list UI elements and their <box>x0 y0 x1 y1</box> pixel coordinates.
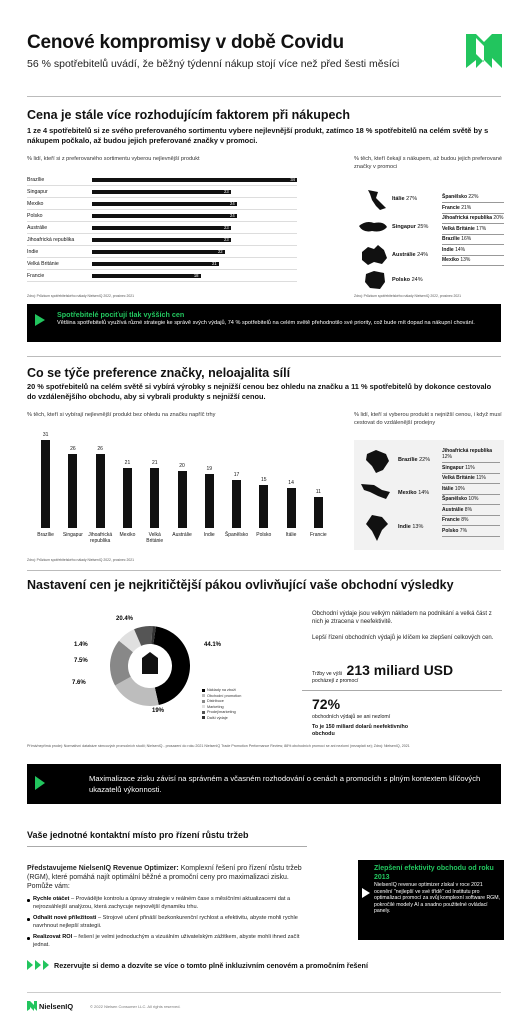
intro-bold: Představujeme NielsenIQ Revenue Optimizer: <box>27 865 179 872</box>
poland-map-icon <box>364 270 386 290</box>
hbar-value: 22 <box>217 249 223 254</box>
vbar-value: 19 <box>206 466 213 473</box>
s2-list-value: 10% <box>468 496 479 502</box>
hbar-gridline <box>27 281 297 282</box>
section1-banner <box>27 304 501 342</box>
donut-label: 20.4% <box>116 616 134 622</box>
hbar-bar <box>92 190 231 194</box>
hbar-value: 18 <box>193 273 199 278</box>
s1-list-item <box>442 224 504 234</box>
divider <box>27 356 501 357</box>
s1-list-item <box>442 234 504 244</box>
s2-list-item <box>442 484 500 494</box>
vbar-label: Brazílie <box>37 532 54 538</box>
hbar-label: Francie <box>27 273 45 279</box>
s2-map-label-1: Mexiko 14% <box>398 490 430 496</box>
vbar-bar <box>287 488 296 528</box>
donut-label: 7.6% <box>72 680 86 686</box>
vbar-bar <box>314 497 323 528</box>
hbar-gridline <box>27 269 297 270</box>
divider <box>27 570 501 571</box>
donut-label: 1.4% <box>74 642 88 648</box>
bullet-text: – řešení je velmi jednoduchým a vizuálním uživatelským zážitkem, abyste mohli ihned začít jednat. <box>33 934 300 948</box>
s2-list-value: 12% <box>442 454 453 460</box>
section3-p1: Obchodní výdaje jsou velkým nákladem na podnikání a velká část z nich je ztracena v neefektivitě. <box>312 611 492 625</box>
legend-label: Marketing <box>207 704 224 709</box>
hbar-label: Brazílie <box>27 177 45 183</box>
vbar-value: 15 <box>261 477 267 484</box>
box-title: Zlepšení efektivity obchodu od roku 2013 <box>374 865 494 881</box>
hbar-gridline <box>27 185 297 186</box>
stat1-prefix: Tržby ve výši <box>312 671 343 677</box>
hbar-value: 24 <box>230 213 235 218</box>
vbar-bar <box>178 471 187 528</box>
s2-list-country: Itálie <box>442 485 455 492</box>
s2-list-country: Velká Británie <box>442 475 477 481</box>
vbar-bar <box>205 474 214 528</box>
nielseniq-small-logo-icon <box>27 1001 37 1011</box>
hbar-bar <box>92 202 237 206</box>
vbar-label: Singapur <box>62 532 83 538</box>
vbar-bar <box>123 468 132 528</box>
legend-swatch <box>202 694 205 697</box>
s2-map-label-0: Brazílie 22% <box>398 457 431 463</box>
bullet-item <box>27 934 307 949</box>
legend-label: Obchodní promotion <box>207 693 242 698</box>
s1-list-value: 17% <box>476 225 487 232</box>
donut-label: 7.5% <box>74 658 88 664</box>
section3-p2: Lepší řízení obchodních výdajů je klíčem ke zlepšení celkových cen. <box>312 635 494 641</box>
hbar-value: 23 <box>224 237 229 242</box>
section2-right-note: % lidí, kteří si vyberou produkt s nejnižší cenou, i když musí cestovat do vzdálenější prodejny <box>354 412 502 426</box>
legend-label: Náklady na zboží <box>207 688 237 692</box>
s2-list-item <box>442 526 500 536</box>
hbar-value: 23 <box>224 189 229 194</box>
stat2-text: obchodních výdajů se ani nezlomí <box>312 714 391 720</box>
hbar-label: Singapur <box>27 189 48 195</box>
section4-heading: Vaše jednotné kontaktní místo pro řízení růstu tržeb <box>27 830 249 840</box>
stat3-text: To je 150 miliard dolarů neefektivního obchodu <box>312 724 409 737</box>
s1-list-item <box>442 245 504 255</box>
s1-list-value: 14% <box>455 246 466 253</box>
vbar-bar <box>259 485 268 528</box>
s1-list-item <box>442 203 504 213</box>
hbar-value: 23 <box>224 225 229 230</box>
bullet-dot-icon <box>27 918 30 921</box>
banner-title: Spotřebitelé pociťují tlak vyšších cen <box>57 310 185 319</box>
hbar-bar <box>92 274 201 278</box>
hbar-chart <box>27 178 307 288</box>
map-label-2: Austrálie 24% <box>392 252 429 258</box>
hbar-value: 24 <box>230 201 235 206</box>
australia-map-icon <box>360 244 388 266</box>
hbar-value: 34 <box>290 177 295 182</box>
map-label-0: Itálie 27% <box>392 196 418 202</box>
efficiency-box <box>358 860 504 940</box>
s2-list-item <box>442 515 500 525</box>
nielseniq-logo-icon <box>466 34 502 68</box>
hbar-gridline <box>27 197 297 198</box>
s2-list-value: 7% <box>459 527 468 534</box>
s1-list-country: Mexiko <box>442 257 461 263</box>
vbar-value: 11 <box>315 488 321 495</box>
vbar-label: Mexiko <box>119 532 136 538</box>
bullet-title: Realizovat ROI <box>33 934 74 941</box>
s2-list-country: Jihoafrická republika <box>442 448 493 454</box>
vbar-chart <box>32 432 332 552</box>
bullet-title: Odhalit nové příležitosti <box>33 915 98 922</box>
vbar-value: 26 <box>97 446 103 453</box>
hbar-bar <box>92 178 297 182</box>
divider <box>302 690 502 691</box>
s1-list-country: Brazílie <box>442 236 462 242</box>
vbar-label: Polsko <box>256 532 272 538</box>
vbar-bar <box>96 454 105 528</box>
vbar-bar <box>232 480 241 528</box>
s1-list-item <box>442 192 504 202</box>
hbar-label: Indie <box>27 249 39 255</box>
divider <box>27 96 501 97</box>
legend-swatch <box>202 716 205 719</box>
section2-left-note: % těch, kteří si vybírají nejlevnější produkt bez ohledu na značku napříč trhy <box>27 412 216 418</box>
hbar-bar <box>92 250 225 254</box>
s2-list-separator <box>442 536 500 537</box>
vbar-bar <box>68 454 77 528</box>
vbar-label: Velká Británie <box>146 532 164 544</box>
legend-item <box>202 716 241 722</box>
bullet-item <box>27 896 307 911</box>
s2-list-country: Polsko <box>442 527 460 534</box>
donut-label: 44.1% <box>204 642 222 648</box>
singapore-map-icon <box>358 220 388 234</box>
hbar-label: Jihoafrická republika <box>27 237 75 243</box>
vbar-value: 14 <box>288 480 294 487</box>
vbar-bar <box>41 440 50 528</box>
s1-list-separator <box>442 265 504 266</box>
section3-banner <box>27 764 501 804</box>
hbar-gridline <box>27 221 297 222</box>
s2-list-item <box>442 505 500 515</box>
stat1-value: 213 miliard USD <box>346 662 454 678</box>
donut-slice <box>153 626 190 705</box>
footer-copyright: © 2022 Nielsen Consumer LLC. All rights reserved. <box>90 1004 181 1009</box>
vbar-value: 31 <box>42 432 49 438</box>
section1-left-note: % lidí, kteří si z preferovaného sortimentu vyberou nejlevnější produkt <box>27 156 200 162</box>
s1-list-country: Velká Británie <box>442 225 477 232</box>
map-label-1: Singapur 25% <box>392 224 429 230</box>
bullet-item <box>27 915 307 930</box>
vbar-label: Francie <box>310 532 327 538</box>
stat2-value: 72% <box>312 696 341 712</box>
section1-lead: 1 ze 4 spotřebitelů si ze svého preferovaného sortimentu vybere nejlevnější produkt, zatímco 18 % spotřebitelů na celém světě by s nákupem počkalo, až budou jejich preferované značky v promoci. <box>27 126 489 145</box>
italy-map-icon <box>364 188 388 212</box>
section1-right-note: % těch, kteří čekají s nákupem, až budou jejich preferované značky v promoci <box>354 156 503 170</box>
s2-list-item <box>442 463 500 473</box>
s1-list-country: Indie <box>442 246 456 253</box>
hbar-bar <box>92 262 219 266</box>
section3-footnote: Přímá/nepřímá prodej: Normativní databáze rámcových promočních studií; NielsenIQ - prosazení do roku 2021 NielsenIQ Trade Promotion Performance Review; 88% obchodních promocí se ani nezlomí (nezaplatí se); Zdroj: NielsenIQ, 2021 <box>27 744 410 748</box>
s1-list-value: 13% <box>460 257 471 263</box>
bullet-dot-icon <box>27 937 30 940</box>
s2-list-item <box>442 446 500 462</box>
hbar-gridline <box>27 209 297 210</box>
donut-label: 19% <box>152 708 165 714</box>
s2-list-value: 11% <box>465 464 475 471</box>
hbar-label: Velká Británie <box>27 261 59 267</box>
india-map-icon <box>364 514 390 542</box>
legend-label: Prodej/marketing <box>207 710 236 714</box>
divider <box>27 846 307 847</box>
vbar-value: 21 <box>124 460 131 467</box>
hbar-bar <box>92 226 231 230</box>
s2-list-value: 11% <box>476 475 486 481</box>
s2-map-label-2: Indie 13% <box>398 524 424 530</box>
center-house-icon <box>142 652 158 674</box>
s2-list-value: 10% <box>454 485 465 492</box>
legend-swatch <box>202 711 205 714</box>
banner-text: Většina spotřebitelů využívá různé strategie ke správě svých výdajů, 74 % spotřebitelů na celém světě přehodnotilo své priority, což bude mít dopad na nákupní chování. <box>57 320 475 326</box>
hbar-gridline <box>27 245 297 246</box>
vbar-value: 20 <box>179 463 185 470</box>
vbar-value: 21 <box>151 460 158 467</box>
vbar-label: Jihoafrická republika <box>88 532 113 544</box>
legend-label: Další výdaje <box>207 715 228 720</box>
footer-brand: NielsenIQ <box>39 1002 74 1011</box>
section4-bullets <box>27 896 307 954</box>
section1-heading: Cena je stále více rozhodujícím faktorem při nákupech <box>27 108 351 122</box>
divider <box>27 992 501 993</box>
legend-swatch <box>202 705 205 708</box>
cta-link[interactable]: Rezervujte si demo a dozvíte se více o tomto plně inkluzivním cenovém a promočním řešení <box>54 961 368 970</box>
arrow-icon <box>35 776 45 790</box>
bullet-text: – Provádějte kontrolu a úpravy strategie v reálném čase s měsíčními aktualizacemi dat a nejrozsáhlejší analýzou, která zachycuje nejnovější dynamiku trhu. <box>33 896 291 910</box>
section1-source-right: Zdroj: Průzkum spotřebitelského nálady NielsenIQ 2022, prosinec 2021 <box>354 294 462 298</box>
page-title: Cenové kompromisy v době Covidu <box>27 32 344 53</box>
s1-list-country: Francie <box>442 204 462 211</box>
hbar-label: Polsko <box>27 213 43 219</box>
s2-list-country: Singapur <box>442 464 466 471</box>
vbar-label: Austrálie <box>172 532 192 538</box>
s1-list-value: 16% <box>461 236 472 242</box>
map-label-3: Polsko 24% <box>392 277 423 283</box>
hbar-label: Mexiko <box>27 201 44 207</box>
vbar-value: 26 <box>70 446 76 453</box>
hbar-bar <box>92 238 231 242</box>
vbar-label: Itálie <box>285 532 297 538</box>
s1-list-country: Jihoafrická republika <box>442 215 494 221</box>
s1-list-item <box>442 213 504 223</box>
mexico-map-icon <box>360 482 392 502</box>
donut-legend <box>202 688 241 721</box>
bullet-title: Rychle otáčet <box>33 896 71 902</box>
arrow-icon <box>362 888 370 898</box>
vbar-label: Indie <box>203 532 215 538</box>
s1-list-value: 20% <box>493 215 504 221</box>
section2-panel <box>354 440 504 552</box>
intro-text: Komplexní řešení pro řízení růstu tržeb (RGM), které pomáhá najít optimální běžné a promoční ceny pro maximalizaci zisku. Pomůže vám: <box>27 865 302 890</box>
section1-list <box>442 192 504 266</box>
triple-arrow-icon <box>27 960 49 970</box>
section2-list <box>442 446 500 536</box>
s1-list-value: 21% <box>461 204 472 211</box>
page-subtitle: 56 % spotřebitelů uvádí, že běžný týdenní nákup stojí více než před šesti měsíci <box>27 58 400 70</box>
bullet-dot-icon <box>27 899 30 902</box>
section2-source: Zdroj: Průzkum spotřebitelského nálady NielsenIQ 2022, prosinec 2021 <box>27 558 135 562</box>
legend-label: Distribuce <box>207 699 224 703</box>
bullet-text: – Strojové učení přináší bezkonkurenční rychlost a efektivitu, abyste mohli rychle navrhnout nejlepší strategii. <box>33 915 298 929</box>
arrow-icon <box>35 314 45 326</box>
legend-swatch <box>202 689 205 692</box>
hbar-label: Austrálie <box>27 225 48 231</box>
s2-list-value: 8% <box>461 517 469 523</box>
section2-heading: Co se týče preference značky, neloajalita sílí <box>27 366 291 380</box>
section1-source-left: Zdroj: Průzkum spotřebitelského nálady NielsenIQ 2022, prosinec 2021 <box>27 294 135 298</box>
brazil-map-icon <box>364 448 390 474</box>
vbar-label: Španělsko <box>224 532 249 538</box>
s2-list-item <box>442 473 500 483</box>
hbar-gridline <box>27 233 297 234</box>
s1-list-value: 22% <box>468 194 479 200</box>
hbar-bar <box>92 214 237 218</box>
s2-list-country: Austrálie <box>442 506 465 513</box>
s1-list-country: Španělsko <box>442 194 469 200</box>
section4-intro <box>27 864 307 891</box>
section3-heading: Nastavení cen je nejkritičtější pákou ovlivňující vaše obchodní výsledky <box>27 578 454 592</box>
section2-lead: 20 % spotřebitelů na celém světě si vybírá výrobky s nejnižší cenou bez ohledu na značku a 11 % spotřebitelů by dokonce cestovalo do vzdálenějšího obchodu, aby si vybrali produkty s nejnižší cenou. <box>27 382 492 401</box>
s2-list-country: Španělsko <box>442 496 469 502</box>
s2-list-item <box>442 494 500 504</box>
legend-swatch <box>202 700 205 703</box>
hbar-value: 21 <box>211 261 217 266</box>
s1-list-item <box>442 255 504 265</box>
vbar-bar <box>150 468 159 528</box>
box-text: NielsenIQ revenue optimizer získal v roce 2021 ocenění "nejlepší ve své třídě" od Institutu pro optimalizaci promocí za svůj komplexní software RGM, pokročilé modely AI a snadno použitelné ovládací panely. <box>374 882 500 915</box>
vbar-value: 17 <box>233 471 240 478</box>
s2-list-value: 8% <box>464 506 473 513</box>
banner-text: Maximalizace zisku závisí na správném a včasném rozhodování o cenách a promocích s plným kontextem klíčových ukazatelů výkonnosti. <box>89 774 481 794</box>
stat1-suffix: pocházejí z promocí <box>312 678 359 684</box>
s2-list-country: Francie <box>442 517 462 523</box>
hbar-gridline <box>27 257 297 258</box>
